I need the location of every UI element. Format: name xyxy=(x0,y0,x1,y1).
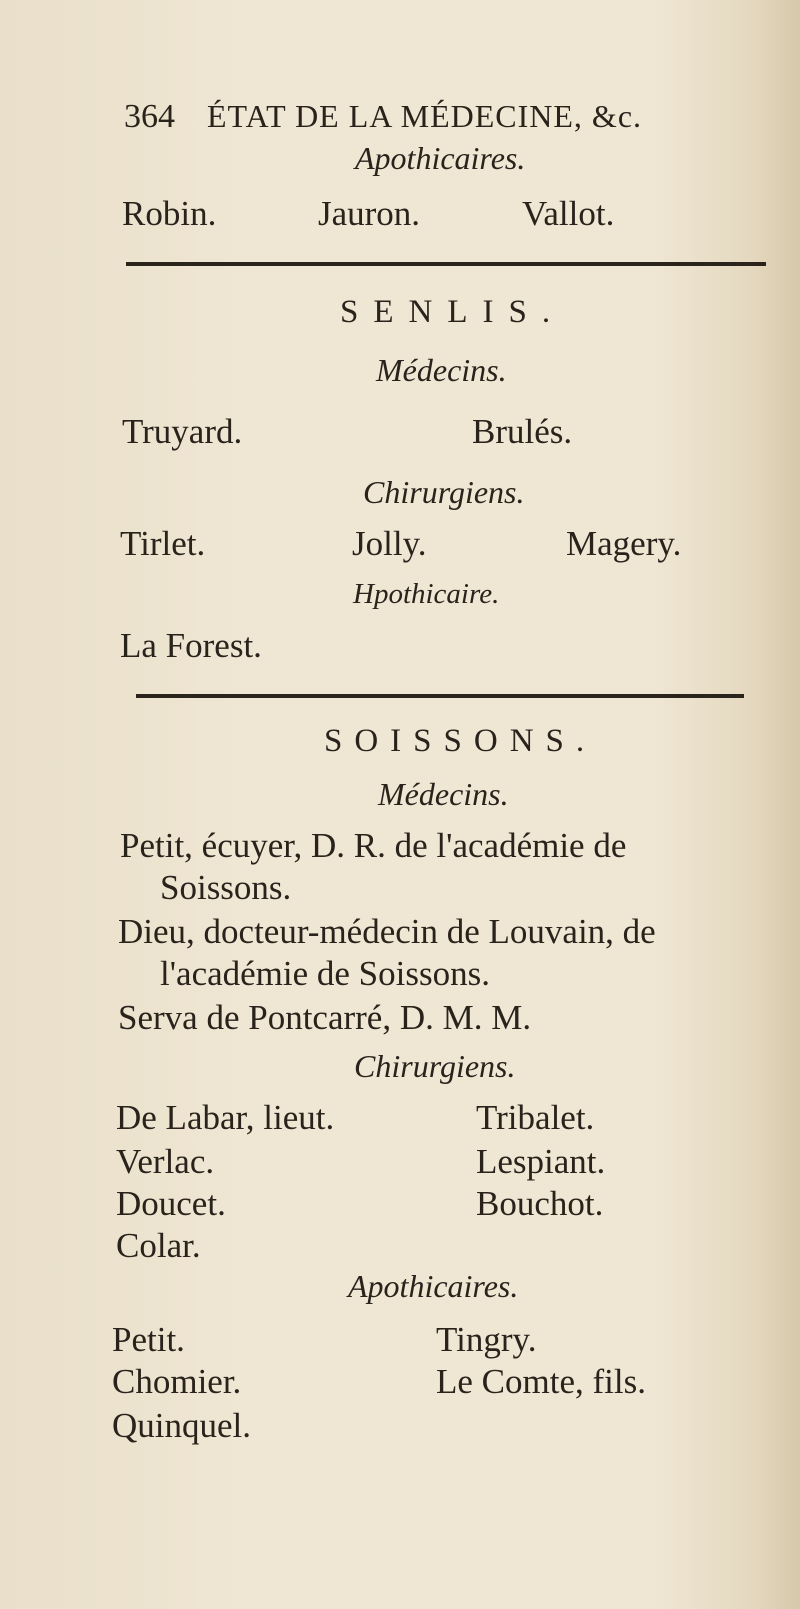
subheading-medecins: Médecins. xyxy=(376,352,507,388)
name-entry: Tirlet. xyxy=(120,524,206,563)
running-title: ÉTAT DE LA MÉDECINE, &c. xyxy=(207,98,643,134)
name-entry: Brulés. xyxy=(472,412,573,451)
name-entry: La Forest. xyxy=(120,626,262,665)
text-line: Dieu, docteur-médecin de Louvain, de xyxy=(118,912,656,951)
subheading-apothicaire: Hpothicaire. xyxy=(353,578,500,610)
name-entry: Doucet. xyxy=(116,1184,226,1223)
name-entry: Jolly. xyxy=(352,524,427,563)
section-divider xyxy=(126,262,766,266)
name-entry: Vallot. xyxy=(522,194,615,233)
subheading-apothicaires: Apothicaires. xyxy=(348,1268,519,1304)
text-line: Serva de Pontcarré, D. M. M. xyxy=(118,998,532,1037)
name-entry: Verlac. xyxy=(116,1142,215,1181)
name-entry: Chomier. xyxy=(112,1362,242,1401)
name-entry: Truyard. xyxy=(122,412,243,451)
name-entry: Petit. xyxy=(112,1320,185,1359)
town-title-senlis: SENLIS. xyxy=(340,294,566,330)
name-entry: Quinquel. xyxy=(112,1406,252,1445)
subheading-medecins: Médecins. xyxy=(378,776,509,812)
text-line: Petit, écuyer, D. R. de l'académie de xyxy=(120,826,627,865)
name-entry: Robin. xyxy=(122,194,217,233)
name-entry: Bouchot. xyxy=(476,1184,604,1223)
section-heading-apothicaires: Apothicaires. xyxy=(355,140,526,176)
name-entry: Magery. xyxy=(566,524,682,563)
name-entry: Lespiant. xyxy=(476,1142,606,1181)
page-number: 364 xyxy=(124,98,175,135)
name-entry: De Labar, lieut. xyxy=(116,1098,335,1137)
section-divider xyxy=(136,694,744,698)
name-entry: Colar. xyxy=(116,1226,201,1265)
name-entry: Tingry. xyxy=(436,1320,537,1359)
name-entry: Jauron. xyxy=(318,194,421,233)
subheading-chirurgiens: Chirurgiens. xyxy=(363,474,525,510)
name-entry: Tribalet. xyxy=(476,1098,595,1137)
town-title-soissons: SOISSONS. xyxy=(324,723,597,759)
name-entry: Le Comte, fils. xyxy=(436,1362,646,1401)
text-line: l'académie de Soissons. xyxy=(160,954,490,993)
text-line: Soissons. xyxy=(160,868,292,907)
subheading-chirurgiens: Chirurgiens. xyxy=(354,1048,516,1084)
